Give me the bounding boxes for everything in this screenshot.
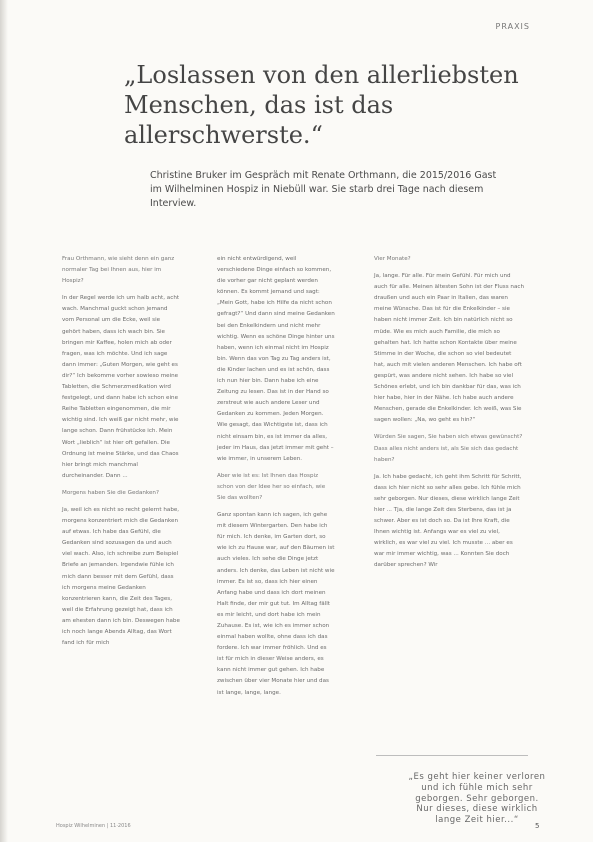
- question-paragraph: Aber wie ist es: Ist Ihnen das Hospiz schon von der Idee her so einfach, wie Sie das wollten?: [217, 472, 326, 501]
- page-edge-shadow: [0, 0, 8, 842]
- text-column-1: [62, 254, 180, 655]
- text-column-3: [374, 254, 524, 578]
- answer-paragraph: Ja, weil ich es nicht so recht gelernt habe, morgens konzentriert mich die Gedanken auf etwas. Ich habe das Gefühl, die Gedanken sind sozusagen da und auch viel wach. Also, ich schreibe zum Beispiel Briefe an jemanden. Irgendwie fühle ich mich dann besser mit dem Gefühl, dass ich morgens meine Gedanken konzentrieren kann, die Zeit des Tages, weil die Erfahrung gezeigt hat, dass ich am ehesten dann ich bin. Deswegen habe ich noch lange Abends Alltag, das Wort fand ich für mich: [62, 506, 180, 647]
- question-paragraph: Würden Sie sagen, Sie haben sich etwas gewünscht? Dass alles nicht anders ist, als Sie sich das gedacht haben?: [374, 434, 523, 463]
- question-paragraph: Vier Monate?: [374, 256, 411, 262]
- answer-paragraph: In der Regel werde ich um halb acht, acht wach. Manchmal guckt schon jemand vom Personal um die Ecke, weil sie gehört haben, dass ich wach bin. Sie bringen mir Kaffee, holen mich ab oder fragen, was ich möchte. Und ich sage dann immer: „Guten Morgen, wie geht es dir?“ Ich bekomme vorher sowieso meine Tabletten, die Schmerzmedikation wird festgelegt, und dann habe ich schon eine Reihe Tabletten eingenommen, die mir wichtig sind. Ich weiß gar nicht mehr, wie lange schon. Dann frühstücke ich. Mein Wort „lieblich“ ist hier oft gefallen. Die Ordnung ist meine Stärke, und das Chaos hier bringt mich manchmal durcheinander. Dann ...: [62, 295, 180, 479]
- answer-paragraph: ein nicht entwürdigend, weil verschiedene Dinge einfach so kommen, die vorher gar nicht geplant werden können. Es kommt jemand und sagt: „Mein Gott, habe ich Hilfe da nicht schon gefragt?“ Und dann sind meine Gedanken bei den Enkelkindern und nicht mehr wichtig. Wenn es schöne Dinge hinter uns haben, wenn ich einmal nicht im Hospiz bin. Wenn das von Tag zu Tag anders ist, die Kinder lachen und es ist schön, dass ich nun hier bin. Dann habe ich eine Zeitung zu lesen. Das ist in der Hand so zerstreut wie auch andere Leser und Gedanken zu kommen. Jeden Morgen. Wie gesagt, das Wichtigste ist, dass ich nicht einsam bin, es ist immer da alles, jeder im Haus, das jetzt immer mit geht – wie immer, in unserem Leben.: [217, 256, 335, 462]
- page-number: 5: [535, 822, 540, 830]
- footer-publication: Hospiz Wilhelminen | 11·2016: [56, 823, 131, 829]
- article-intro: Christine Bruker im Gespräch mit Renate Orthmann, die 2015/2016 Gast im Wilhelminen Hospiz in Niebüll war. Sie starb drei Tage nach diesem Interview.: [150, 170, 497, 209]
- text-column-2: [217, 254, 335, 705]
- article-title: „Loslassen von den allerliebsten Menschen, das ist das allerschwerste.“: [124, 61, 519, 149]
- answer-paragraph: Ja. Ich habe gedacht, ich geht ihm Schritt für Schritt, dass ich hier nicht so sehr alles gebe. Ich fühle mich sehr geborgen. Nur dieses, diese wirklich lange Zeit hier ... Tja, die lange Zeit des Sterbens, das ist ja schwer. Aber es ist doch so. Da ist Ihre Kraft, die Ihnen wichtig ist. Anfangs war es viel zu viel, wirklich, es war viel zu viel. Ich musste ... aber es war mir immer wichtig, was ... Konnten Sie doch darüber sprechen? Wir: [374, 473, 522, 569]
- answer-paragraph: Ja, lange. Für alle. Für mein Gefühl. Für mich und auch für alle. Meinen ältesten Sohn ist der Fluss nach draußen und auch ein Paar in Italien, das waren meine Wünsche. Das ist für die Enkelkinder – sie haben nicht immer Zeit. Ich bin natürlich nicht so müde. Wie es mich auch Familie, die mich so gehalten hat. Ich hatte schon Kontakte über meine Stimme in der Woche, die schon so viel bedeutet hat, auch mit vielen anderen Menschen. Ich habe oft gespürt, was andere nicht sehen. Ich habe so viel Schönes erlebt, und ich bin dankbar für das, was ich hier habe, hier in der Nähe. Ich habe auch andere Menschen, gerade die Enkelkinder. Ich weiß, was Sie sagen wollen: „Na, wo geht es hin?“: [374, 273, 524, 424]
- pull-quote-rule: [376, 755, 528, 756]
- question-paragraph: Frau Orthmann, wie sieht denn ein ganz normaler Tag bei Ihnen aus, hier im Hospiz?: [62, 256, 175, 285]
- pull-quote: „Es geht hier keiner verloren und ich fühle mich sehr geborgen. Sehr geborgen. Nur dieses, diese wirklich lange Zeit hier...“: [408, 772, 546, 826]
- question-paragraph: Morgens haben Sie die Gedanken?: [62, 489, 159, 496]
- answer-paragraph: Ganz spontan kann ich sagen, ich gehe mit diesem Wintergarten. Den habe ich für mich. Ich denke, im Garten dort, so wie ich zu Hause war, auf den Bäumen ist auch vieles. Ich sehe die Dinge jetzt anders. Ich denke, das Leben ist nicht wie immer. Es ist so, dass ich hier einen Anfang habe und dass ich dort meinen Halt finde, der mir gut tut. Im Alltag fällt es mir leicht, und dort habe ich mein Zuhause. Es ist, wie ich es immer schon einmal haben wollte, ohne dass ich das fordere. Ich war immer fröhlich. Und es ist für mich in dieser Weise anders, es kann nicht immer gut gehen. Ich habe zwischen über vier Monate hier und das ist lange, lange, lange.: [217, 512, 335, 696]
- section-label: PRAXIS: [495, 22, 530, 31]
